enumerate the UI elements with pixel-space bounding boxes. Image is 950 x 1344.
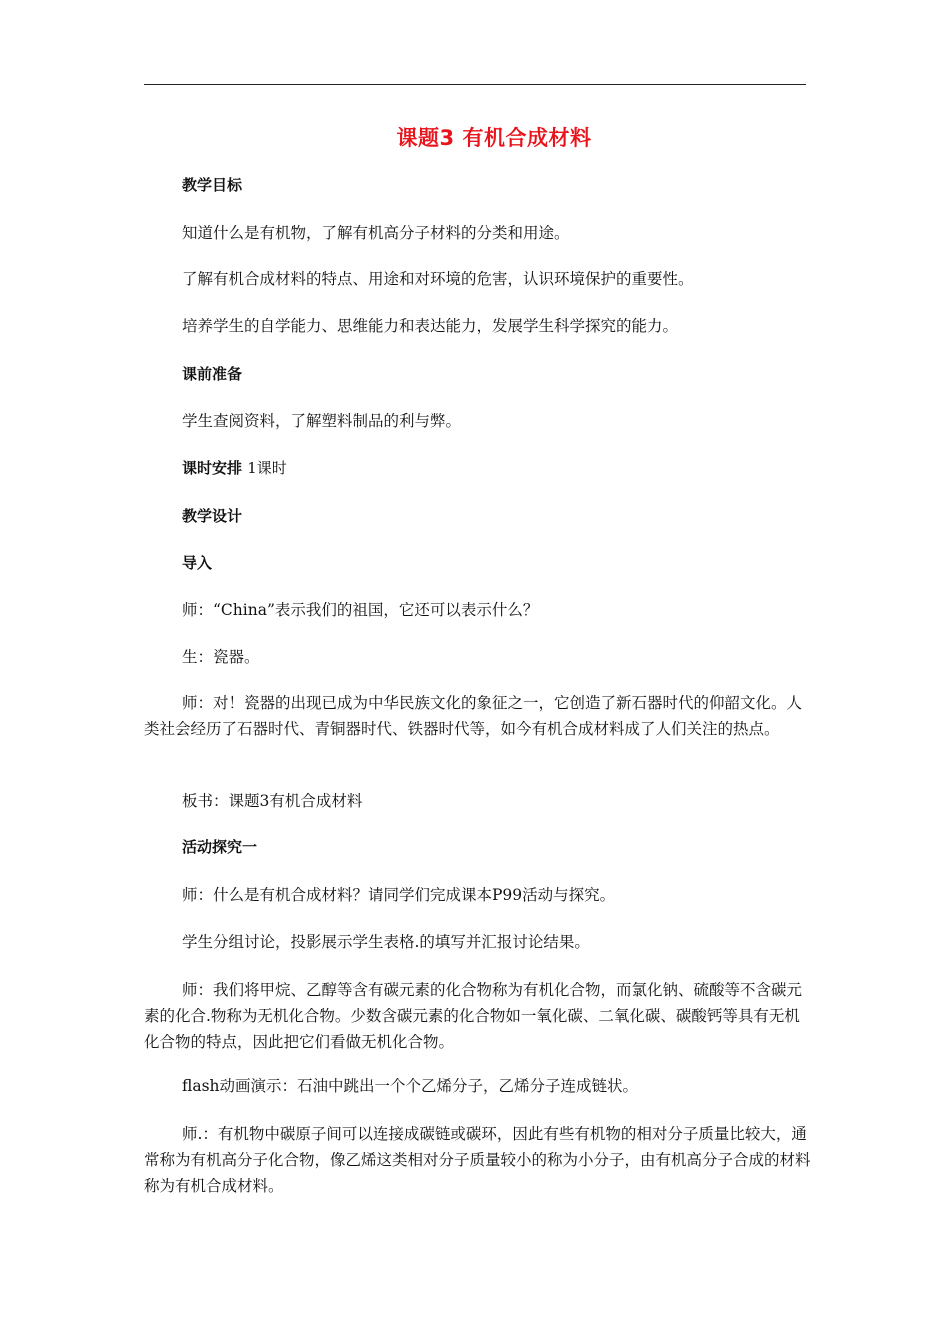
paragraph-teacher-5: 师.：有机物中碳原子间可以连接成碳链或碳环，因此有些有机物的相对分子质量比较大，通常称为有机高分子化合物，像乙烯这类相对分子质量较小的称为小分子，由有机高分子合成的材料称为有机合成材料。 — [144, 1125, 811, 1195]
heading-teaching-design: 教学设计 — [182, 507, 243, 525]
header-rule — [144, 84, 806, 85]
heading-schedule: 课时安排 — [182, 459, 243, 477]
paragraph-teacher-1: 师：“China”表示我们的祖国，它还可以表示什么？ — [182, 601, 539, 619]
paragraph-teacher-3: 师：什么是有机合成材料？请同学们完成课本P99活动与探究。 — [182, 886, 616, 904]
document-title: 课题3 有机合成材料 — [396, 126, 592, 150]
goal-2: 了解有机合成材料的特点、用途和对环境的危害，认识环境保护的重要性。 — [182, 270, 694, 288]
heading-activity-1: 活动探究一 — [182, 838, 258, 856]
preparation-text: 学生查阅资料，了解塑料制品的利与弊。 — [182, 412, 462, 430]
heading-teaching-goals: 教学目标 — [182, 176, 243, 194]
paragraph-teacher-4: 师：我们将甲烷、乙醇等含有碳元素的化合物称为有机化合物，而氯化钠、硫酸等不含碳元素的化合.物称为无机化合物。少数含碳元素的化合物如一氧化碳、二氧化碳、碳酸钙等具有无机化合物的特点，因此把它们看做无机化合物。 — [144, 981, 803, 1051]
paragraph-board: 板书：课题3有机合成材料 — [182, 792, 363, 810]
schedule-value: 1课时 — [247, 459, 287, 477]
heading-introduction: 导入 — [182, 554, 213, 572]
goal-1: 知道什么是有机物，了解有机高分子材料的分类和用途。 — [182, 224, 570, 242]
paragraph-group-discussion: 学生分组讨论，投影展示学生表格.的填写并汇报讨论结果。 — [182, 933, 590, 951]
paragraph-student-1: 生：瓷器。 — [182, 648, 260, 666]
goal-3: 培养学生的自学能力、思维能力和表达能力，发展学生科学探究的能力。 — [182, 317, 679, 335]
schedule-line — [144, 455, 812, 481]
paragraph-teacher-2: 师：对！瓷器的出现已成为中华民族文化的象征之一，它创造了新石器时代的仰韶文化。人类社会经历了石器时代、青铜器时代、铁器时代等，如今有机合成材料成了人们关注的热点。 — [144, 694, 803, 738]
paragraph-flash-demo: flash动画演示：石油中跳出一个个乙烯分子，乙烯分子连成链状。 — [182, 1077, 639, 1095]
heading-preparation: 课前准备 — [182, 365, 243, 383]
